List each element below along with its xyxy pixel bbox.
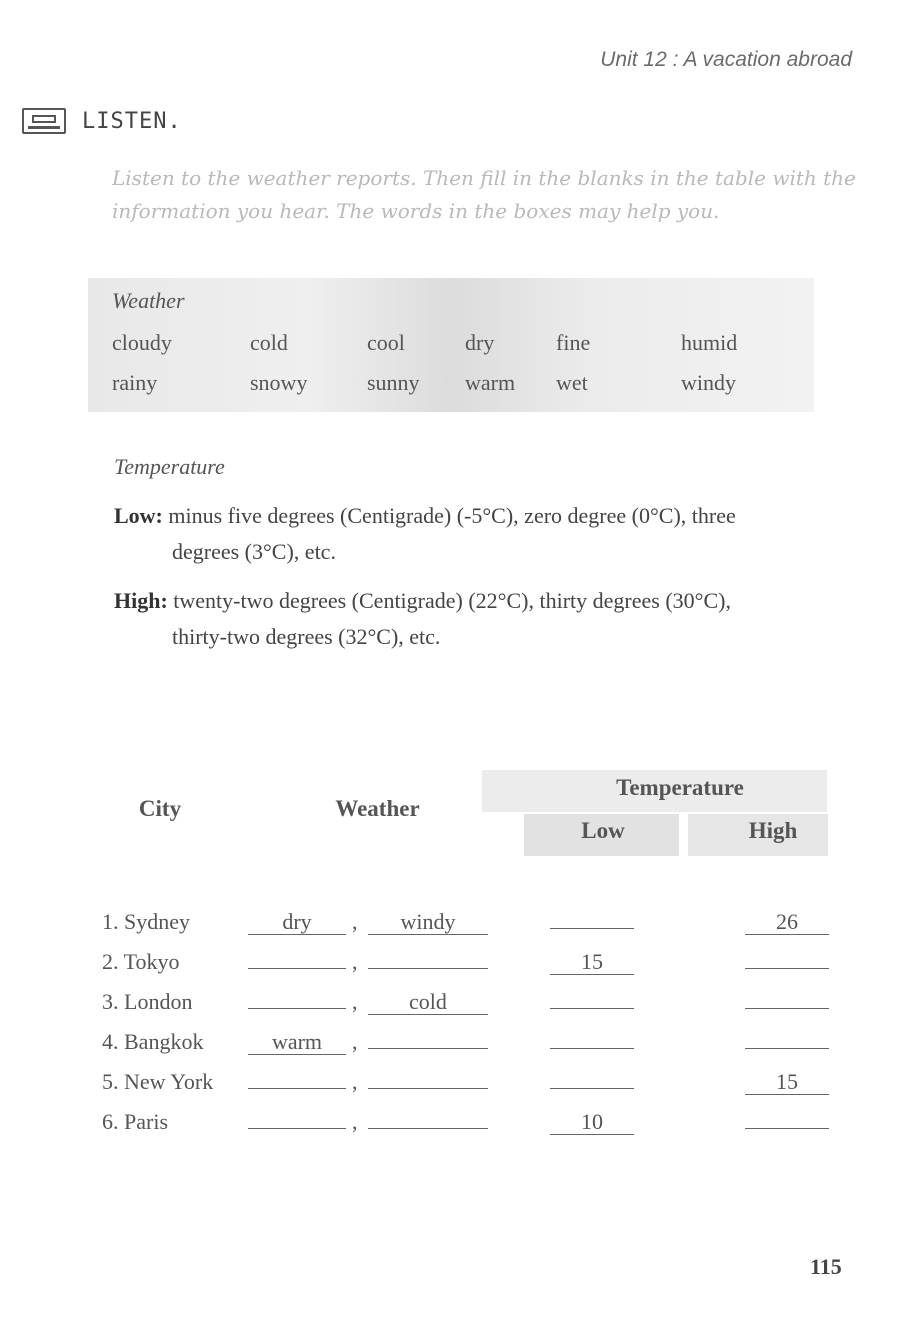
high-header: High xyxy=(748,818,798,843)
weather-blank-1[interactable] xyxy=(248,1069,346,1095)
instructions-text: Listen to the weather reports. Then fill in the blanks in the table with the information you hear. The words in the boxes may help you. xyxy=(112,166,856,223)
comma: , xyxy=(352,1029,358,1054)
low-temp-value xyxy=(550,1088,634,1089)
weather-word: cool xyxy=(367,330,405,355)
high-temp-value: 15 xyxy=(745,1070,829,1095)
weather-blank-1[interactable] xyxy=(248,1029,346,1055)
low-temp-blank[interactable] xyxy=(550,1069,634,1095)
high-temp-value: 26 xyxy=(745,910,829,935)
high-temp-value xyxy=(745,968,829,969)
weather-value-1 xyxy=(248,1088,346,1089)
low-temp-value xyxy=(550,928,634,929)
high-temp-value xyxy=(745,1048,829,1049)
page-number: 115 xyxy=(810,1254,842,1279)
low-label: Low: xyxy=(114,503,163,528)
low-temp-blank[interactable] xyxy=(550,989,634,1015)
temperature-header: Temperature xyxy=(616,775,744,800)
weather-blank-1[interactable] xyxy=(248,949,346,975)
listen-heading: LISTEN. xyxy=(82,109,182,134)
low-temp-blank[interactable] xyxy=(550,1029,634,1055)
weather-blank-2[interactable] xyxy=(368,949,488,975)
low-header: Low xyxy=(581,818,625,843)
weather-word: warm xyxy=(465,370,516,395)
cassette-icon xyxy=(22,108,66,134)
weather-value-2 xyxy=(368,1128,488,1129)
high-temp-blank[interactable] xyxy=(745,1029,829,1055)
weather-word: windy xyxy=(681,370,736,395)
high-line-2: thirty-two degrees (32°C), etc. xyxy=(172,624,441,649)
low-temp-value xyxy=(550,1048,634,1049)
weather-word: cloudy xyxy=(112,330,172,355)
weather-blank-1[interactable] xyxy=(248,989,346,1015)
weather-blank-1[interactable] xyxy=(248,909,346,935)
weather-blank-2[interactable] xyxy=(368,1069,488,1095)
weather-value-2: cold xyxy=(368,990,488,1015)
city-header: City xyxy=(138,796,182,821)
table-city: 5. New York xyxy=(102,1069,214,1094)
weather-value-1 xyxy=(248,968,346,969)
weather-blank-1[interactable] xyxy=(248,1109,346,1135)
weather-word: sunny xyxy=(367,370,420,395)
high-text: twenty-two degrees (Centigrade) (22°C), thirty degrees (30°C), xyxy=(173,588,731,613)
high-temp-blank[interactable] xyxy=(745,989,829,1015)
high-temp-blank[interactable] xyxy=(745,1109,829,1135)
temperature-box-heading: Temperature xyxy=(114,454,225,479)
weather-value-1: dry xyxy=(248,910,346,935)
weather-box-heading: Weather xyxy=(112,288,185,313)
weather-blank-2[interactable] xyxy=(368,1029,488,1055)
high-line-1 xyxy=(114,588,731,614)
high-temp-blank[interactable] xyxy=(745,1069,829,1095)
weather-blank-2[interactable] xyxy=(368,1109,488,1135)
high-temp-value xyxy=(745,1008,829,1009)
weather-value-2 xyxy=(368,1088,488,1089)
table-city: 6. Paris xyxy=(102,1109,168,1134)
weather-word: cold xyxy=(250,330,288,355)
high-temp-blank[interactable] xyxy=(745,949,829,975)
weather-blank-2[interactable] xyxy=(368,989,488,1015)
low-line-1 xyxy=(114,503,736,529)
low-temp-blank[interactable] xyxy=(550,1109,634,1135)
low-line-2: degrees (3°C), etc. xyxy=(172,539,336,564)
weather-value-2 xyxy=(368,1048,488,1049)
unit-title: Unit 12 : A vacation abroad xyxy=(600,48,852,71)
table-city: 3. London xyxy=(102,989,193,1014)
low-temp-value: 10 xyxy=(550,1110,634,1135)
comma: , xyxy=(352,949,358,974)
weather-value-1: warm xyxy=(248,1030,346,1055)
weather-value-2: windy xyxy=(368,910,488,935)
low-temp-blank[interactable] xyxy=(550,909,634,935)
comma: , xyxy=(352,1109,358,1134)
low-temp-blank[interactable] xyxy=(550,949,634,975)
weather-blank-2[interactable] xyxy=(368,909,488,935)
comma: , xyxy=(352,989,358,1014)
weather-value-1 xyxy=(248,1128,346,1129)
comma: , xyxy=(352,909,358,934)
table-city: 2. Tokyo xyxy=(102,949,180,974)
weather-value-1 xyxy=(248,1008,346,1009)
weather-header: Weather xyxy=(335,796,420,821)
table-city: 1. Sydney xyxy=(102,909,190,934)
weather-word: snowy xyxy=(250,370,308,395)
comma: , xyxy=(352,1069,358,1094)
high-temp-blank[interactable] xyxy=(745,909,829,935)
low-text: minus five degrees (Centigrade) (-5°C), zero degree (0°C), three xyxy=(168,503,736,528)
weather-value-2 xyxy=(368,968,488,969)
weather-word: fine xyxy=(556,330,591,355)
low-temp-value: 15 xyxy=(550,950,634,975)
weather-word: wet xyxy=(556,370,588,395)
high-label: High: xyxy=(114,588,168,613)
low-temp-value xyxy=(550,1008,634,1009)
weather-word: dry xyxy=(465,330,495,355)
weather-word: humid xyxy=(681,330,738,355)
weather-word: rainy xyxy=(112,370,158,395)
table-city: 4. Bangkok xyxy=(102,1029,204,1054)
high-temp-value xyxy=(745,1128,829,1129)
